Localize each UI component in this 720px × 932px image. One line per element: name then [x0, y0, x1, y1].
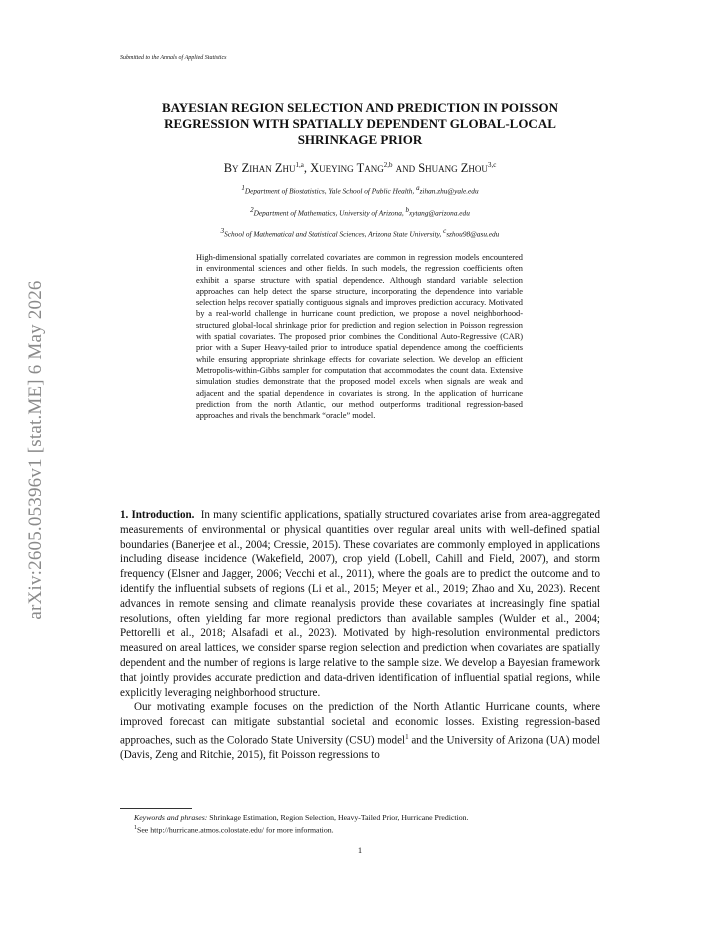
paragraph-text: and the University of Arizona (UA) model (Davis, Zeng and Ritchie, 2015), fit Poisson regressions to: [120, 734, 600, 762]
affiliation: [100, 206, 620, 217]
affiliation-number: 1: [241, 184, 245, 192]
affiliation: [100, 227, 620, 238]
author-affiliation-mark: 1,a: [295, 161, 304, 169]
keywords-text: Shrinkage Estimation, Region Selection, Heavy-Tailed Prior, Hurricane Prediction.: [207, 813, 469, 822]
email-address[interactable]: xytang@arizona.edu: [409, 208, 470, 218]
author-separator: ,: [303, 161, 308, 176]
footnote-rule: [120, 808, 192, 809]
paper-title: BAYESIAN REGION SELECTION AND PREDICTION IN POISSON REGRESSION WITH SPATIALLY DEPENDENT GLOBAL-LOCAL SHRINKAGE PRIOR: [161, 100, 559, 147]
journal-header-note: Submitted to the Annals of Applied Statistics: [120, 55, 227, 61]
email-mark: b: [405, 206, 410, 214]
url-footnote: [120, 823, 600, 836]
author-line: [120, 161, 600, 176]
footnote-number: 1: [134, 825, 137, 831]
body-paragraph: [120, 700, 600, 763]
author-affiliation-mark: 3,c: [487, 161, 497, 169]
email-mark: c: [443, 227, 447, 235]
keywords-footnote: [120, 812, 600, 823]
arxiv-identifier-watermark[interactable]: arXiv:2605.05396v1 [stat.ME] 6 May 2026: [25, 280, 46, 620]
affiliation-text: School of Mathematical and Statistical Sciences, Arizona State University,: [224, 229, 442, 239]
footnote-text[interactable]: See http://hurricane.atmos.colostate.edu/ for more information.: [137, 825, 334, 835]
by-word: By: [223, 161, 239, 176]
author-name: Zihan Zhu: [241, 161, 296, 176]
affiliation-text: Department of Mathematics, University of Arizona,: [253, 208, 404, 218]
page-number: 1: [357, 845, 363, 855]
email-mark: a: [416, 184, 420, 192]
and-word: and: [395, 161, 416, 176]
introduction-section: [120, 508, 600, 763]
author-affiliation-mark: 2,b: [383, 161, 393, 169]
section-heading: 1. Introduction.: [120, 509, 195, 521]
affiliation-number: 3: [220, 227, 225, 235]
keywords-label: Keywords and phrases:: [134, 813, 208, 822]
affiliation-number: 2: [250, 206, 254, 214]
paragraph-text: Our motivating example focuses on the prediction of the North Atlantic Hurricane counts, where improved forecast can mitigate substantial societal and economic losses. Existing regression-based approaches, such as the Colorado State University (CSU) model: [120, 701, 600, 747]
abstract: High-dimensional spatially correlated covariates are common in regression models encountered in environmental sciences and other fields. In such models, the regression coefficients often exhibit a sparse structure with spatial dependence. Although standard variable selection approaches can help detect the sparse structure, incorporating the dependence into variable selection helps recover spatially contiguous signals and improves prediction accuracy. Motivated by a real-world challenge in hurricane count prediction, we propose a novel neighborhood-structured global-local shrinkage prior for prediction and region selection in Poisson regression with spatial covariates. The proposed prior combines the Conditional Auto-Regressive (CAR) prior with a Super Heavy-tailed prior to introduce spatial dependence among the coefficients while ensuring appropriate shrinkage effects for covariate selection. We develop an efficient Metropolis-within-Gibbs sampler for computation that accommodates the count data. Extensive simulation studies demonstrate that the proposed model excels when signals are weak and adjacent and the spatial dependence in covariates is strong. In the application of hurricane prediction from the north Atlantic, our method outperforms traditional regression-based approaches and rivals the benchmark “oracle” model.: [196, 253, 523, 421]
author-name: Shuang Zhou: [418, 161, 488, 176]
email-address[interactable]: szhou98@asu.edu: [446, 229, 500, 239]
body-paragraph: [120, 508, 600, 700]
footnote-mark[interactable]: 1: [405, 732, 409, 741]
affiliation-text: Department of Biostatistics, Yale School of Public Health,: [244, 186, 415, 196]
footnotes: [120, 812, 600, 836]
email-address[interactable]: zihan.zhu@yale.edu: [419, 186, 479, 196]
author-name: Xueying Tang: [310, 161, 384, 176]
paragraph-text: In many scientific applications, spatially structured covariates arise from area-aggregated measurements of environmental or physical quantities over regular areal units with well-defined spatial boundaries (Banerjee et al., 2004; Cressie, 2015). These covariates are commonly employed in applications including disease incidence (Wakefield, 2007), crop yield (Lobell, Cahill and Field, 2007), and storm frequency (Elsner and Jagger, 2006; Vecchi et al., 2011), where the goals are to predict the outcome and to identify the influential subsets of regions (Li et al., 2015; Meyer et al., 2019; Zhao and Xu, 2023). Recent advances in remote sensing and climate reanalysis provide these covariates at increasingly fine spatial resolutions, often yielding far more regional predictors than available samples (Wulder et al., 2004; Pettorelli et al., 2018; Alsafadi et al., 2023). Motivated by high-resolution environmental predictors measured on areal lattices, we consider sparse region selection and prediction when covariates are spatially dependent and the number of regions is large relative to the sample size. We develop a Bayesian framework that jointly provides accurate prediction and data-driven identification of influential spatial regions, while explicitly leveraging neighborhood structure.: [120, 509, 601, 699]
affiliation: [100, 184, 620, 195]
